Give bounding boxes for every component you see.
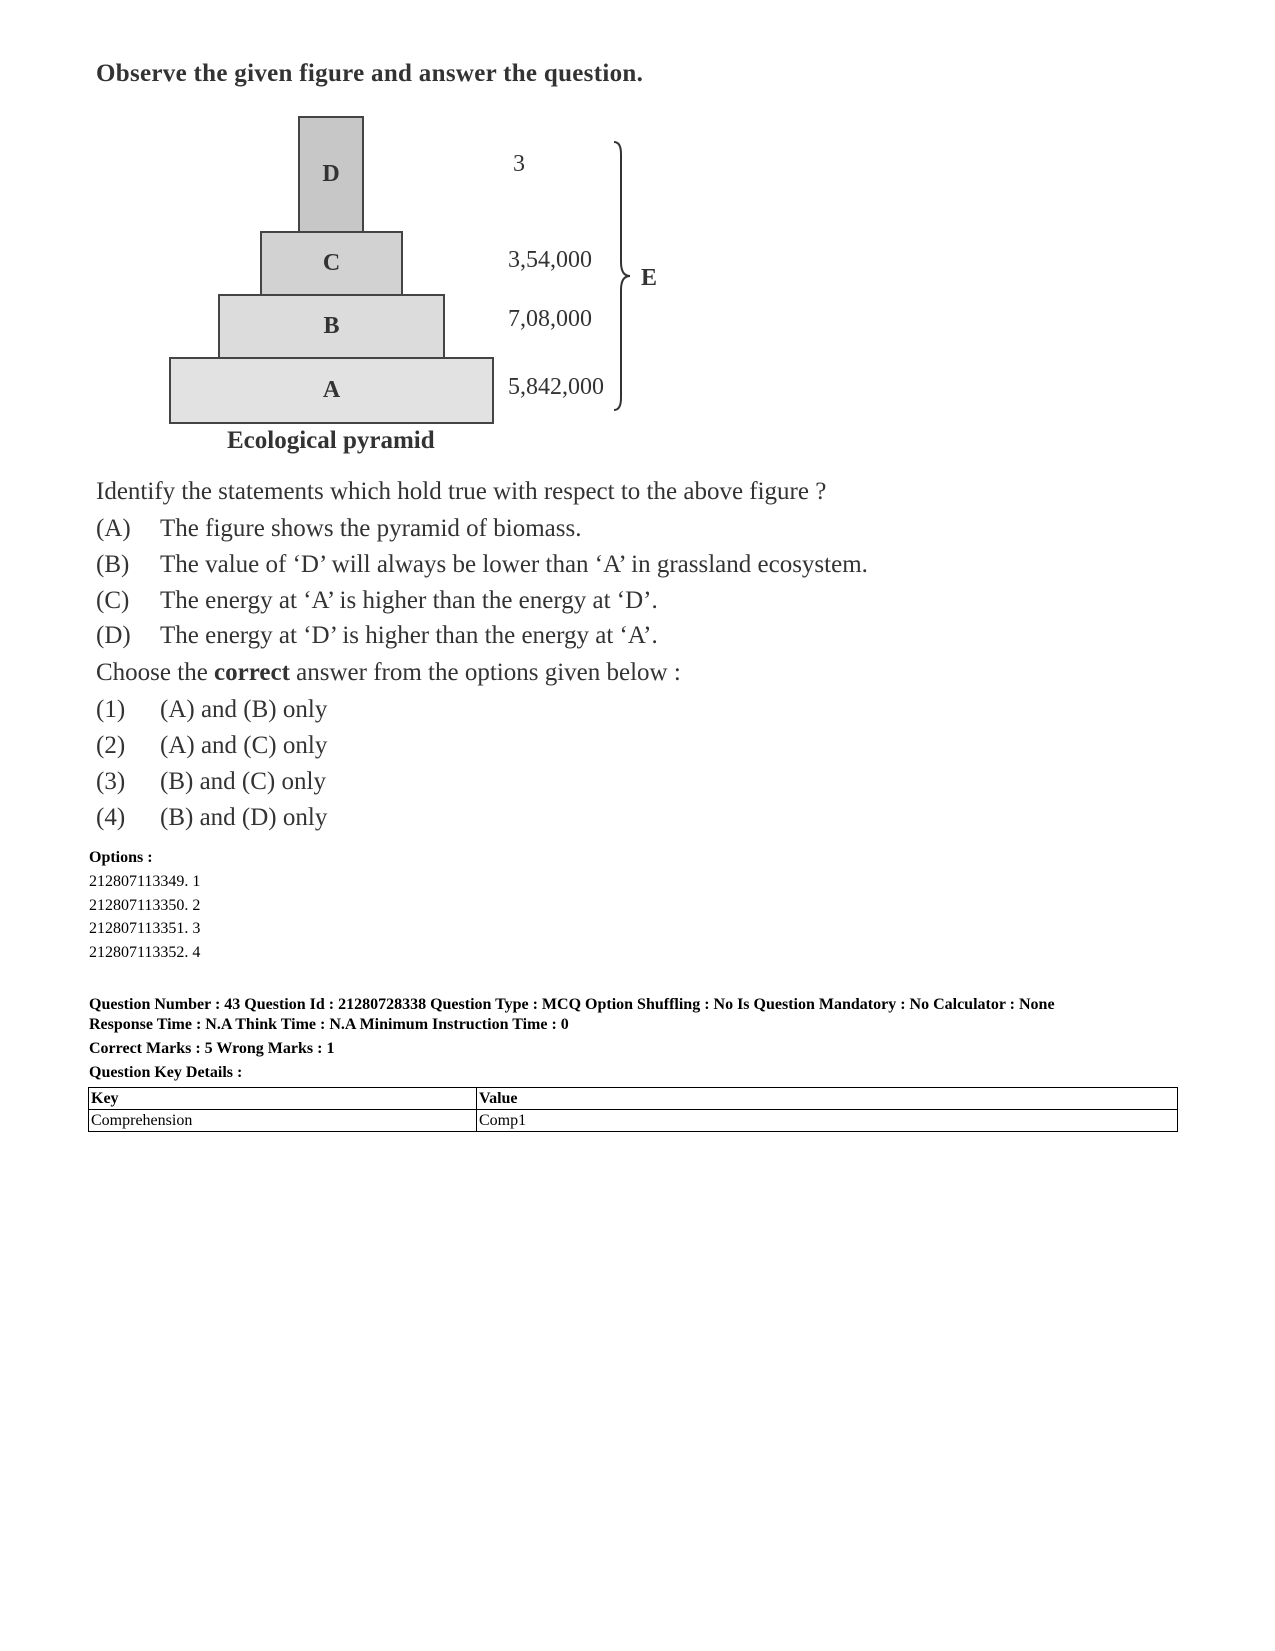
statement-label: (A) (96, 515, 131, 542)
options-heading: Options : (89, 849, 153, 866)
choice-label: (1) (96, 696, 126, 723)
question-key-table (88, 1087, 1178, 1132)
table-header-key: Key (89, 1088, 477, 1110)
instruction-emphasis: correct (214, 659, 290, 686)
question-text: Identify the statements which hold true with respect to the above figure ? (96, 478, 827, 505)
response-time-line: Response Time : N.A Think Time : N.A Minimum Instruction Time : 0 (89, 1016, 569, 1033)
question-meta-line: Question Number : 43 Question Id : 21280728338 Question Type : MCQ Option Shuffling : No Is Question Mandatory : No Calculator : None (89, 996, 1055, 1013)
brace-label: E (641, 265, 658, 291)
question-heading: Observe the given figure and answer the question. (96, 60, 644, 87)
pyramid-tier-c: C (260, 231, 403, 296)
table-cell-key: Comprehension (89, 1110, 477, 1132)
pyramid-tier-b: B (218, 294, 445, 359)
option-id-item: 212807113352. 4 (89, 944, 201, 961)
figure-caption: Ecological pyramid (227, 427, 435, 454)
option-id-item: 212807113349. 1 (89, 873, 201, 890)
answer-choice-2 (96, 732, 327, 760)
choice-label: (2) (96, 732, 126, 759)
tier-d-value: 3 (513, 151, 525, 177)
statement-label: (C) (96, 587, 130, 614)
table-header-row (89, 1088, 1178, 1110)
choice-text: (A) and (B) only (160, 696, 328, 723)
choice-text: (B) and (C) only (160, 768, 326, 795)
table-header-value: Value (477, 1088, 1178, 1110)
statement-label: (D) (96, 622, 131, 649)
choice-label: (4) (96, 804, 126, 831)
statement-d (96, 622, 658, 650)
instruction-text: Choose the (96, 659, 215, 686)
option-id-item: 212807113351. 3 (89, 920, 201, 937)
table-cell-value: Comp1 (477, 1110, 1178, 1132)
statement-a (96, 515, 581, 543)
tier-b-value: 7,08,000 (508, 306, 592, 332)
statement-label: (B) (96, 551, 130, 578)
choice-label: (3) (96, 768, 126, 795)
statement-c (96, 587, 658, 615)
curly-brace-icon (612, 140, 634, 412)
tier-a-value: 5,842,000 (508, 374, 604, 400)
answer-choice-3 (96, 768, 326, 796)
marks-line: Correct Marks : 5 Wrong Marks : 1 (89, 1040, 335, 1057)
statement-text: The energy at ‘A’ is higher than the energy at ‘D’. (160, 587, 658, 614)
statement-b (96, 551, 868, 579)
option-id-item: 212807113350. 2 (89, 897, 201, 914)
answer-choice-4 (96, 804, 327, 832)
instruction-text: answer from the options given below : (289, 659, 681, 686)
choice-text: (B) and (D) only (160, 804, 328, 831)
pyramid-tier-a: A (169, 357, 494, 424)
statement-text: The figure shows the pyramid of biomass. (160, 515, 582, 542)
answer-instruction (96, 659, 681, 687)
table-row (89, 1110, 1178, 1132)
pyramid-tier-d: D (298, 116, 364, 233)
answer-choice-1 (96, 696, 327, 724)
choice-text: (A) and (C) only (160, 732, 328, 759)
tier-c-value: 3,54,000 (508, 247, 592, 273)
key-details-heading: Question Key Details : (89, 1064, 243, 1081)
statement-text: The energy at ‘D’ is higher than the energy at ‘A’. (160, 622, 658, 649)
statement-text: The value of ‘D’ will always be lower than ‘A’ in grassland ecosystem. (160, 551, 868, 578)
